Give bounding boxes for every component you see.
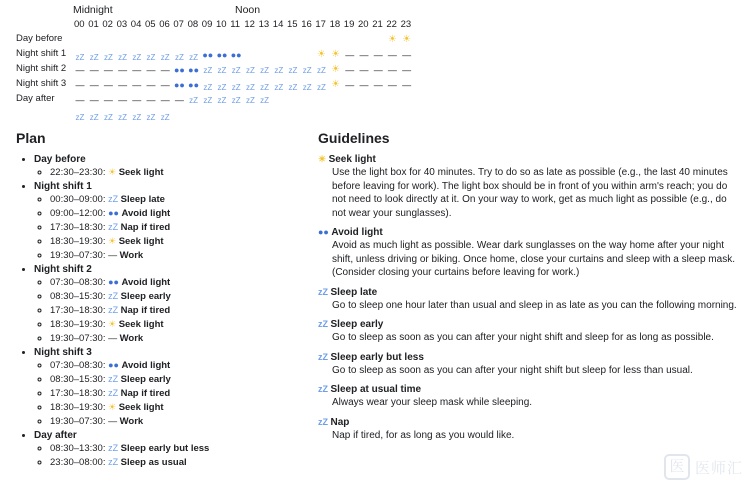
timeline-cell-dash: — [146, 65, 156, 75]
plan-group [34, 347, 316, 428]
timeline-cell-zzz: zZ [75, 113, 85, 122]
timeline-cell-dash: — [118, 80, 128, 90]
timeline-cell-glasses: ●● [173, 80, 185, 90]
plan-entry-time: 08:30–15:30: [50, 374, 109, 385]
plan-entry [50, 387, 316, 400]
timeline-cell-dash: — [402, 80, 412, 90]
timeline-cell-zzz: zZ [103, 113, 113, 122]
timeline-cell-glasses: ●● [202, 50, 214, 60]
plan-group-name: Night shift 1 [34, 181, 92, 192]
plan-entry-action: Sleep early [120, 291, 171, 302]
plan-entry [50, 373, 316, 386]
plan-entry [50, 442, 316, 455]
plan-entry-action: Seek light [118, 236, 164, 247]
zzz-icon: zZ [108, 194, 121, 204]
plan-entry [50, 290, 316, 303]
zzz-icon: zZ [318, 286, 331, 297]
timeline-cell-zzz: zZ [89, 53, 99, 62]
plan-group [34, 264, 316, 345]
hour-tick: 08 [187, 19, 199, 30]
plan-entry [50, 166, 316, 179]
guideline-item [318, 384, 742, 410]
plan-entry-time: 07:30–08:30: [50, 360, 109, 371]
plan-entry-action: Nap if tired [120, 305, 171, 316]
timeline-cell-zzz: zZ [316, 66, 326, 75]
guideline-body: Go to sleep as soon as you can after your night shift and sleep for as long as possible. [332, 332, 714, 343]
guideline-item [318, 319, 742, 345]
guideline-item [318, 287, 742, 313]
hour-tick: 22 [386, 19, 397, 30]
zzz-icon: zZ [108, 291, 121, 301]
timeline-cell-sun: ☀ [402, 34, 412, 45]
timeline-cell-zzz: zZ [302, 66, 312, 75]
timeline-cell-zzz: zZ [231, 96, 241, 105]
timeline-cell-zzz: zZ [103, 53, 113, 62]
hour-tick: 10 [216, 19, 227, 30]
hour-tick: 15 [287, 19, 298, 30]
hour-tick: 23 [400, 19, 412, 30]
timeline-cell-dash: — [132, 80, 142, 90]
plan-entry-action: Work [119, 416, 144, 427]
timeline-cell-dash: — [345, 65, 355, 75]
timeline-cell-dash: — [103, 95, 113, 105]
timeline-cell-zzz: zZ [203, 96, 213, 105]
guideline-item [318, 154, 742, 220]
timeline-cell-zzz: zZ [316, 83, 326, 92]
plan-entry-action: Avoid light [121, 360, 171, 371]
guideline-title: Nap [330, 416, 350, 428]
plan-entry [50, 221, 316, 234]
zzz-icon: zZ [318, 351, 331, 362]
plan-entry-time: 18:30–19:30: [50, 402, 109, 413]
timeline-cell-zzz: zZ [260, 66, 270, 75]
zzz-icon: zZ [108, 374, 121, 384]
timeline-row-label: Day before [16, 33, 63, 44]
timeline-cell-dash: — [359, 80, 369, 90]
watermark [664, 454, 743, 480]
timeline-cell-sun: ☀ [331, 79, 341, 90]
dash-icon: — [108, 416, 120, 426]
plan-entry-time: 08:30–13:30: [50, 443, 109, 454]
hour-tick: 11 [230, 19, 241, 30]
timeline-cell-zzz: zZ [189, 96, 199, 105]
timeline-cell-sun: ☀ [387, 34, 397, 45]
plan-entry-action: Avoid light [121, 208, 171, 219]
timeline-cell-dash: — [75, 80, 85, 90]
dash-icon: — [108, 333, 120, 343]
timeline-cell-glasses: ●● [230, 50, 242, 60]
hour-tick: 14 [272, 19, 284, 30]
guideline-heading [318, 352, 742, 363]
plan-entry [50, 359, 316, 372]
timeline-cell-zzz: zZ [217, 66, 227, 75]
timeline-cell-zzz: zZ [118, 53, 128, 62]
plan-entry-action: Work [119, 333, 144, 344]
plan-entry-time: 19:30–07:30: [50, 333, 109, 344]
guideline-title: Sleep early but less [330, 351, 424, 363]
sun-icon: ☀ [108, 236, 119, 246]
timeline-cell-zzz: zZ [245, 83, 255, 92]
plan-entry-action: Nap if tired [120, 388, 171, 399]
timeline-cell-glasses: ●● [216, 50, 228, 60]
timeline-cell-zzz: zZ [260, 96, 270, 105]
timeline-cell-zzz: zZ [203, 83, 213, 92]
timeline-cell-dash: — [75, 65, 85, 75]
timeline-cell-zzz: zZ [132, 113, 142, 122]
timeline-cell-dash: — [402, 65, 412, 75]
timeline-cell-zzz: zZ [203, 66, 213, 75]
plan-entry-time: 22:30–23:30: [50, 167, 109, 178]
timeline-cell-glasses: ●● [173, 65, 185, 75]
plan-section [16, 130, 316, 471]
timeline-cell-zzz: zZ [217, 96, 227, 105]
plan-list [16, 154, 316, 469]
timeline-cell-zzz: zZ [132, 53, 142, 62]
plan-entry-action: Sleep early but less [120, 443, 210, 454]
watermark-text: 医师汇 [694, 459, 743, 477]
timeline-cell-dash: — [118, 65, 128, 75]
timeline-row [16, 63, 736, 78]
plan-entry [50, 304, 316, 317]
plan-entry [50, 332, 316, 345]
guideline-heading [318, 287, 742, 298]
plan-entry [50, 249, 316, 262]
guideline-heading [318, 384, 742, 395]
zzz-icon: zZ [108, 388, 121, 398]
plan-entry-time: 18:30–19:30: [50, 319, 109, 330]
sun-icon: ☀ [108, 319, 119, 329]
timeline-cell-zzz: zZ [302, 83, 312, 92]
timeline-cell-dash: — [387, 80, 397, 90]
hour-tick: 16 [301, 19, 312, 30]
timeline-cell-dash: — [146, 95, 156, 105]
timeline-cell-dash: — [89, 80, 99, 90]
glasses-icon: ●● [108, 277, 122, 287]
timeline-cell-dash: — [132, 65, 142, 75]
timeline-cell-dash: — [160, 95, 170, 105]
timeline-cell-dash: — [103, 80, 113, 90]
timeline-cell-sun: ☀ [331, 64, 341, 75]
plan-entry-list [34, 166, 316, 179]
timeline-cell-dash: — [89, 95, 99, 105]
zzz-icon: zZ [108, 222, 121, 232]
timeline-cell-zzz: zZ [231, 83, 241, 92]
timeline-cell-dash: — [89, 65, 99, 75]
guideline-heading [318, 227, 742, 238]
label-noon: Noon [235, 4, 261, 16]
hour-tick: 03 [116, 19, 128, 30]
hour-tick: 19 [343, 19, 355, 30]
timeline-hour-axis [16, 19, 736, 33]
guideline-item [318, 352, 742, 378]
zzz-icon: zZ [108, 443, 121, 453]
plan-entry [50, 318, 316, 331]
guideline-heading [318, 154, 742, 165]
guideline-item [318, 227, 742, 280]
plan-entry-time: 17:30–18:30: [50, 388, 109, 399]
plan-group [34, 154, 316, 179]
timeline-row [16, 33, 736, 48]
plan-entry-action: Seek light [118, 167, 164, 178]
plan-title: Plan [16, 130, 46, 146]
guideline-title: Sleep late [330, 286, 378, 298]
timeline-row [16, 108, 736, 123]
hour-tick: 18 [329, 19, 341, 30]
timeline-cell-zzz: zZ [274, 83, 284, 92]
plan-entry-time: 19:30–07:30: [50, 416, 109, 427]
zzz-icon: zZ [108, 457, 121, 467]
timeline-cell-dash: — [373, 50, 383, 60]
timeline-cell-dash: — [387, 50, 397, 60]
guideline-body: Nap if tired, for as long as you would like. [332, 429, 515, 441]
plan-entry-action: Seek light [118, 402, 164, 413]
plan-entry [50, 235, 316, 248]
timeline-cell-zzz: zZ [245, 96, 255, 105]
plan-entry-action: Nap if tired [120, 222, 171, 233]
timeline-cell-zzz: zZ [274, 66, 284, 75]
timeline-row-label: Night shift 3 [16, 78, 67, 89]
timeline-cell-zzz: zZ [89, 113, 99, 122]
plan-group [34, 181, 316, 262]
timeline-cell-dash: — [387, 65, 397, 75]
plan-entry-list [34, 193, 316, 262]
hour-tick: 02 [102, 19, 113, 30]
timeline-cell-dash: — [160, 80, 170, 90]
timeline-cell-zzz: zZ [118, 113, 128, 122]
hour-tick: 12 [244, 19, 255, 30]
timeline-row-label: Night shift 2 [16, 63, 67, 74]
hour-tick: 13 [258, 19, 270, 30]
zzz-icon: zZ [318, 319, 331, 329]
hour-tick: 05 [145, 19, 156, 30]
plan-entry-action: Sleep early [120, 374, 171, 385]
plan-entry-time: 19:30–07:30: [50, 250, 109, 261]
timeline-cell-zzz: zZ [160, 113, 170, 122]
glasses-icon: ●● [318, 227, 332, 237]
hour-tick: 01 [88, 19, 99, 30]
timeline-cell-dash: — [345, 50, 355, 60]
plan-entry-action: Sleep as usual [120, 457, 187, 468]
hour-tick: 20 [358, 19, 369, 30]
timeline-cell-zzz: zZ [160, 53, 170, 62]
plan-entry-action: Avoid light [121, 277, 171, 288]
timeline-cell-zzz: zZ [146, 113, 156, 122]
dash-icon: — [108, 250, 120, 260]
hour-tick: 06 [159, 19, 170, 30]
timeline-cell-dash: — [118, 95, 128, 105]
plan-entry-action: Work [119, 250, 144, 261]
timeline-row [16, 78, 736, 93]
guideline-heading [318, 417, 742, 428]
plan-group-name: Day before [34, 154, 86, 165]
plan-entry-time: 18:30–19:30: [50, 236, 109, 247]
timeline-cell-zzz: zZ [288, 66, 298, 75]
timeline-period-labels [16, 4, 736, 18]
glasses-icon: ●● [108, 208, 122, 218]
zzz-icon: zZ [108, 305, 121, 315]
timeline-cell-zzz: zZ [260, 83, 270, 92]
glasses-icon: ●● [108, 360, 122, 370]
plan-group-name: Day after [34, 430, 77, 441]
timeline-chart [16, 4, 736, 123]
timeline-cell-zzz: zZ [245, 66, 255, 75]
timeline-cell-sun: ☀ [331, 49, 341, 60]
zzz-icon: zZ [318, 416, 331, 427]
plan-entry-list [34, 276, 316, 345]
plan-entry-time: 09:00–12:00: [50, 208, 109, 219]
sun-icon: ☀ [318, 154, 329, 164]
hour-tick: 00 [74, 19, 85, 30]
plan-entry [50, 456, 316, 469]
timeline-cell-dash: — [132, 95, 142, 105]
plan-entry [50, 193, 316, 206]
timeline-cell-dash: — [174, 95, 184, 105]
timeline-cell-dash: — [359, 65, 369, 75]
guideline-body: Use the light box for 40 minutes. Try to do so as late as possible (e.g., the last 40 minutes before leaving for work). The light box should be in front of you within arm's reach; you do not need to look directly at it. On your way to work, get as much light as possible (e.g., do not wear your sunglasses). [332, 167, 728, 219]
timeline-cell-dash: — [160, 65, 170, 75]
plan-entry-list [34, 359, 316, 428]
plan-entry [50, 207, 316, 220]
guideline-body: Always wear your sleep mask while sleeping. [332, 397, 533, 408]
guideline-body: Go to sleep one hour later than usual and sleep in as late as you can the following morning. [332, 299, 737, 311]
timeline-row [16, 93, 736, 108]
timeline-cell-zzz: zZ [217, 83, 227, 92]
guideline-body: Avoid as much light as possible. Wear dark sunglasses on the way home after your night shift, unless driving or biking. Once home, close your curtains and sleep with a sleep mask. (Consider closing your curtains before leaving for work.) [332, 240, 735, 278]
timeline-cell-zzz: zZ [174, 53, 184, 62]
hour-tick: 04 [130, 19, 142, 30]
plan-entry-action: Seek light [118, 319, 164, 330]
guideline-title: Seek light [328, 154, 376, 165]
timeline-cell-dash: — [103, 65, 113, 75]
plan-entry-time: 23:30–08:00: [50, 457, 109, 468]
guidelines-list [318, 154, 742, 442]
sun-icon: ☀ [108, 402, 119, 412]
plan-group-name: Night shift 3 [34, 347, 92, 358]
label-midnight: Midnight [73, 4, 113, 16]
plan-entry [50, 415, 316, 428]
plan-entry-time: 07:30–08:30: [50, 277, 109, 288]
plan-entry-time: 17:30–18:30: [50, 305, 109, 316]
timeline-cell-sun: ☀ [316, 49, 326, 60]
timeline-cell-glasses: ●● [188, 65, 200, 75]
hour-tick: 09 [201, 19, 213, 30]
watermark-logo-icon: 医 [664, 454, 690, 480]
sun-icon: ☀ [108, 167, 119, 177]
hour-tick: 07 [173, 19, 184, 30]
guidelines-section [318, 130, 742, 449]
plan-entry-time: 17:30–18:30: [50, 222, 109, 233]
guideline-title: Avoid light [331, 227, 383, 238]
timeline-row-label: Night shift 1 [16, 48, 67, 59]
plan-group [34, 430, 316, 469]
guideline-body: Go to sleep as soon as you can after your night shift but sleep for less than usual. [332, 364, 693, 376]
plan-entry [50, 276, 316, 289]
timeline-cell-dash: — [345, 80, 355, 90]
timeline-cell-zzz: zZ [288, 83, 298, 92]
guideline-title: Sleep early [330, 319, 384, 330]
timeline-cell-dash: — [402, 50, 412, 60]
plan-entry-time: 00:30–09:00: [50, 194, 109, 205]
timeline-cell-zzz: zZ [189, 53, 199, 62]
plan-group-name: Night shift 2 [34, 264, 92, 275]
timeline-rows [16, 33, 736, 123]
plan-entry [50, 401, 316, 414]
timeline-row [16, 48, 736, 63]
timeline-cell-zzz: zZ [146, 53, 156, 62]
timeline-cell-zzz: zZ [75, 53, 85, 62]
timeline-cell-glasses: ●● [188, 80, 200, 90]
guideline-item [318, 417, 742, 443]
guidelines-title: Guidelines [318, 130, 390, 146]
zzz-icon: zZ [318, 384, 331, 394]
hour-tick: 17 [315, 19, 326, 30]
timeline-cell-dash: — [373, 80, 383, 90]
timeline-cell-zzz: zZ [231, 66, 241, 75]
plan-entry-action: Sleep late [120, 194, 165, 205]
plan-entry-time: 08:30–15:30: [50, 291, 109, 302]
timeline-cell-dash: — [359, 50, 369, 60]
plan-entry-list [34, 442, 316, 469]
timeline-cell-dash: — [75, 95, 85, 105]
timeline-cell-dash: — [373, 65, 383, 75]
timeline-row-label: Day after [16, 93, 55, 104]
timeline-cell-dash: — [146, 80, 156, 90]
guideline-title: Sleep at usual time [330, 384, 422, 395]
hour-tick: 21 [372, 19, 383, 30]
guideline-heading [318, 319, 742, 330]
